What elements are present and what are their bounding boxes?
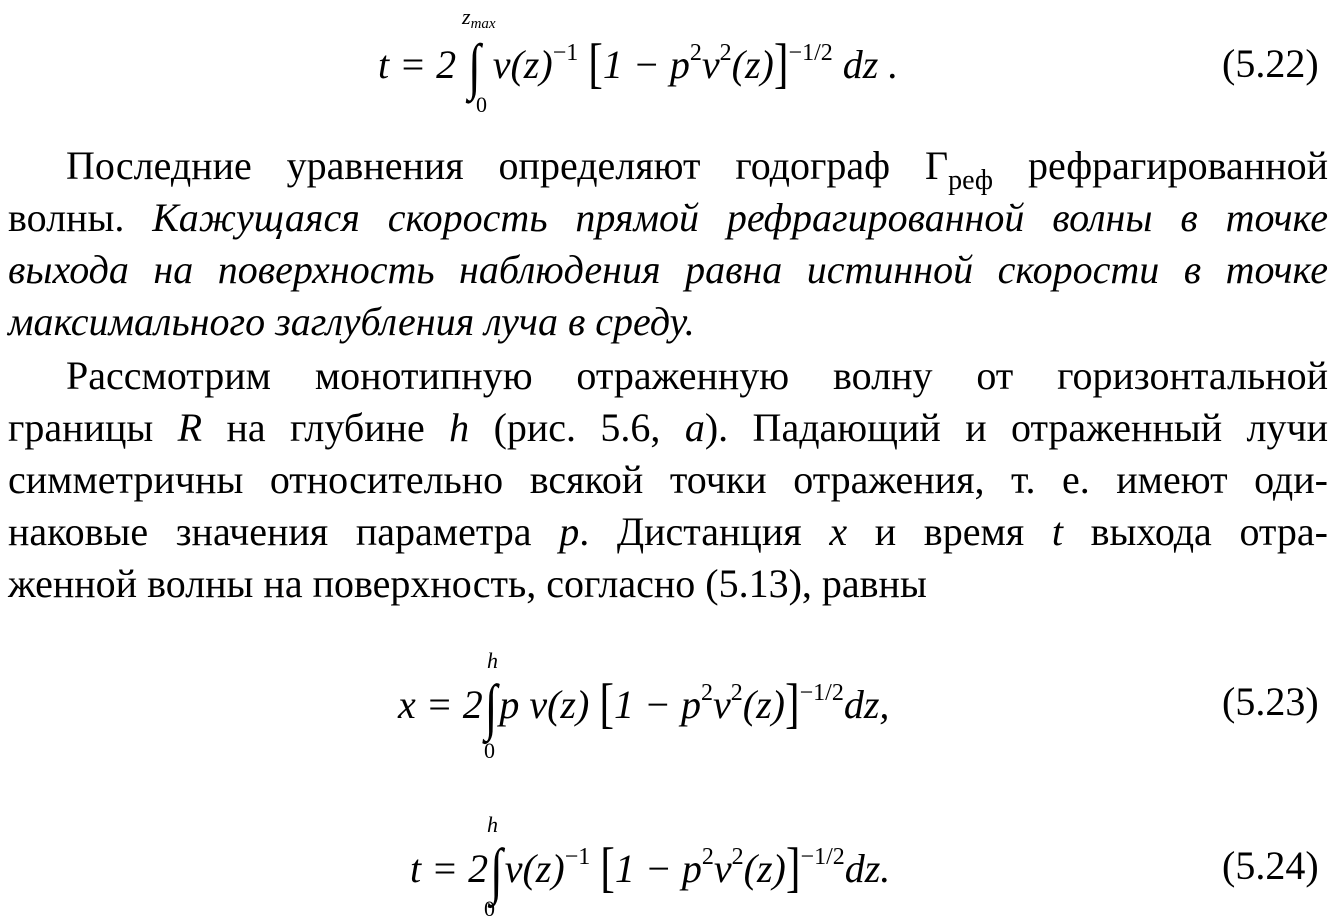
text-line: симметричны относительно всякой точки отражения, т. е. имеют оди-: [8, 457, 1328, 502]
right-bracket: ]: [785, 836, 801, 898]
text-line: выхода на поверхность наблюдения равна истинной скорости в точке: [8, 247, 1328, 292]
eq-exponent: 2: [689, 40, 702, 66]
eq-exponent: −1/2: [800, 844, 845, 870]
eq-term: 1 − p: [613, 682, 701, 727]
eq-lhs: x = 2: [398, 682, 483, 727]
eq-term: v: [712, 682, 731, 727]
paragraph: [8, 350, 1328, 610]
eq-term: 1 − p: [614, 846, 702, 891]
left-bracket: [: [588, 32, 603, 94]
eq-body: v(z): [504, 846, 565, 891]
text-line: женной волны на поверхность, согласно (5.13), равны: [8, 561, 927, 606]
eq-lhs: t = 2: [378, 42, 457, 87]
eq-exponent: −1/2: [799, 680, 844, 706]
eq-term: (z): [743, 846, 786, 891]
integral-upper-limit: h: [487, 648, 498, 673]
eq-exponent: 2: [731, 844, 744, 870]
eq-term: v: [701, 42, 720, 87]
integral-upper-limit: h: [487, 812, 498, 837]
eq-term: (z): [731, 42, 774, 87]
eq-exponent: −1/2: [788, 40, 833, 66]
eq-exponent: −1: [564, 844, 591, 870]
equation-number: (5.23): [1222, 679, 1319, 724]
eq-term: v: [713, 846, 732, 891]
text-line: волны. Кажущаяся скорость прямой рефрагированной волны в точке: [8, 195, 1328, 240]
eq-term: 1 − p: [602, 42, 690, 87]
paragraph: [8, 140, 1328, 348]
integral-lower-limit: 0: [484, 896, 495, 921]
text-line: наковые значения параметра p. Дистанция x и время t выхода отра-: [8, 509, 1328, 554]
equation-5-24: [410, 835, 891, 905]
equation-5-23: [398, 671, 890, 741]
left-bracket: [: [599, 672, 614, 734]
eq-exponent: −1: [552, 40, 579, 66]
right-bracket: ]: [773, 32, 789, 94]
eq-exponent: 2: [730, 680, 743, 706]
eq-body: p v(z): [499, 682, 590, 727]
eq-tail: dz.: [844, 846, 891, 891]
eq-lhs: t = 2: [410, 846, 489, 891]
text-line: границы R на глубине h (рис. 5.6, а). Падающий и отраженный лучи: [8, 405, 1329, 450]
eq-term: (z): [742, 682, 785, 727]
eq-exponent: 2: [701, 844, 714, 870]
eq-tail: dz .: [832, 42, 899, 87]
eq-body: v(z): [492, 42, 553, 87]
text-line: максимального заглубления луча в среду.: [8, 299, 695, 344]
text-line: Последние уравнения определяют годограф $Г_{реф}$ рефрагированной: [66, 143, 1329, 196]
eq-exponent: 2: [700, 680, 713, 706]
integral-sign: ∫: [484, 671, 498, 741]
equation-number: (5.24): [1222, 843, 1319, 888]
equation-5-22: [378, 31, 899, 101]
eq-tail: dz,: [843, 682, 890, 727]
left-bracket: [: [600, 836, 615, 898]
integral-lower-limit: 0: [484, 738, 495, 763]
eq-exponent: 2: [719, 40, 732, 66]
integral-sign: ∫: [468, 31, 481, 101]
right-bracket: ]: [784, 672, 800, 734]
text-line: Рассмотрим монотипную отраженную волну от горизонтальной: [66, 353, 1328, 398]
equation-number: (5.22): [1222, 41, 1319, 86]
integral-upper-limit: $z_{max}$: [462, 4, 496, 32]
integral-lower-limit: 0: [476, 92, 487, 117]
integral-sign: ∫: [490, 835, 503, 905]
